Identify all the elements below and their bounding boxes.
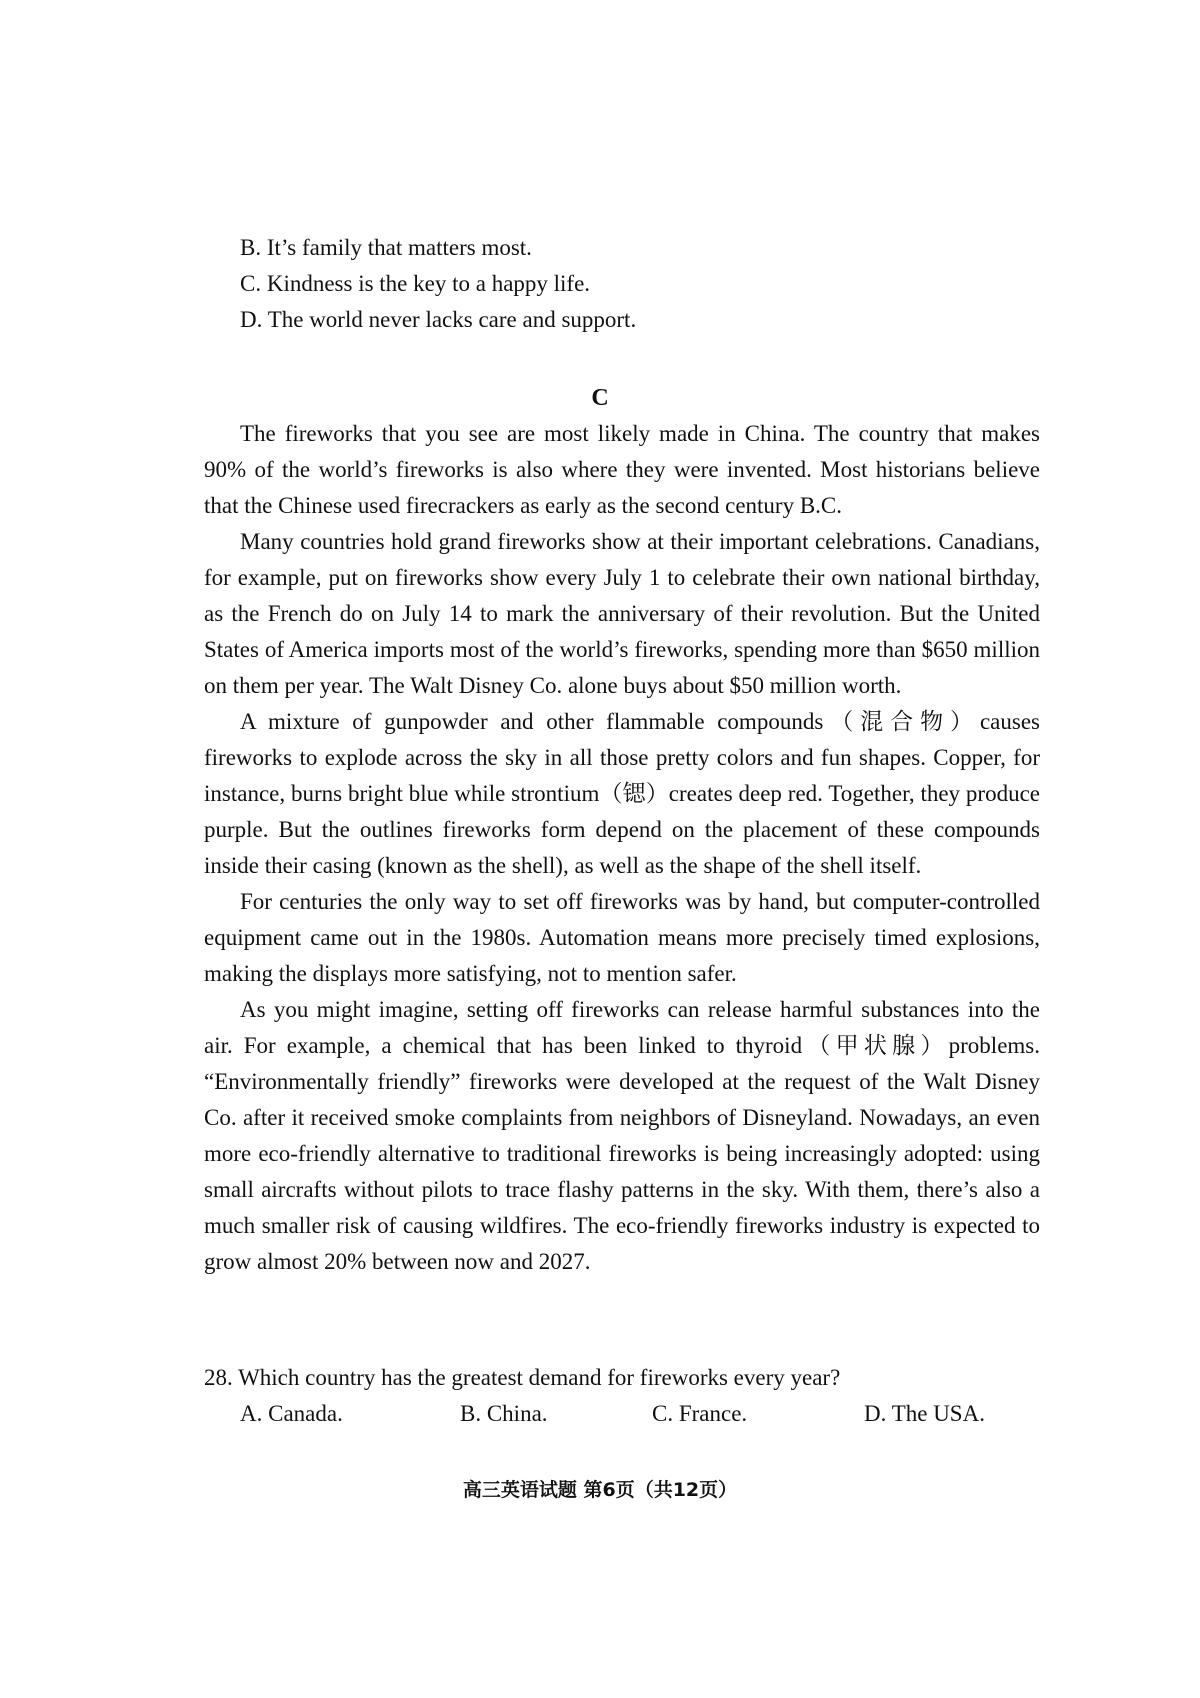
option-c: C. Kindness is the key to a happy life. <box>240 271 591 296</box>
previous-question-options <box>240 230 1040 338</box>
page-footer: 高三英语试题 第6页（共12页） <box>462 1479 738 1501</box>
option-d: D. The world never lacks care and support. <box>240 307 637 332</box>
answer-option-d: D. The USA. <box>864 1401 985 1426</box>
paragraph-1: The fireworks that you see are most likely made in China. The country that makes 90% of the world’s fireworks is also where they were invented. Most historians believe that the Chinese used firecrackers as early as the second century B.C. <box>204 421 1040 518</box>
question-options <box>204 1396 1040 1432</box>
option-b: B. It’s family that matters most. <box>240 235 532 260</box>
answer-option-b: B. China. <box>460 1401 548 1426</box>
section-heading: C <box>591 385 609 411</box>
reading-passage <box>204 416 1040 1280</box>
answer-option-c: C. France. <box>652 1401 748 1426</box>
question-stem: 28. Which country has the greatest demand for fireworks every year? <box>204 1365 841 1390</box>
paragraph-2: Many countries hold grand fireworks show at their important celebrations. Canadians, for example, put on fireworks show every July 1 to celebrate their own national birthday, as the French do on July 14 to mark the anniversary of their revolution. But the United States of America imports most of the world’s fireworks, spending more than $650 million on them per year. The Walt Disney Co. alone buys about $50 million worth. <box>204 529 1040 698</box>
paragraph-3: A mixture of gunpowder and other flammable compounds（混合物）causes fireworks to explode across the sky in all those pretty colors and fun shapes. Copper, for instance, burns bright blue while strontium（锶）creates deep red. Together, they produce purple. But the outlines fireworks form depend on the placement of these compounds inside their casing (known as the shell), as well as the shape of the shell itself. <box>204 709 1040 878</box>
answer-option-a: A. Canada. <box>240 1401 343 1426</box>
question-28 <box>204 1360 1040 1432</box>
paragraph-5: As you might imagine, setting off fireworks can release harmful substances into the air. For example, a chemical that has been linked to thyroid（甲状腺）problems. “Environmentally friendly” fireworks were developed at the request of the Walt Disney Co. after it received smoke complaints from neighbors of Disneyland. Nowadays, an even more eco-friendly alternative to traditional fireworks is being increasingly adopted: using small aircrafts without pilots to trace flashy patterns in the sky. With them, there’s also a much smaller risk of causing wildfires. The eco-friendly fireworks industry is expected to grow almost 20% between now and 2027. <box>204 997 1040 1274</box>
paragraph-4: For centuries the only way to set off fireworks was by hand, but computer-controlled equipment came out in the 1980s. Automation means more precisely timed explosions, making the displays more satisfying, not to mention safer. <box>204 889 1040 986</box>
